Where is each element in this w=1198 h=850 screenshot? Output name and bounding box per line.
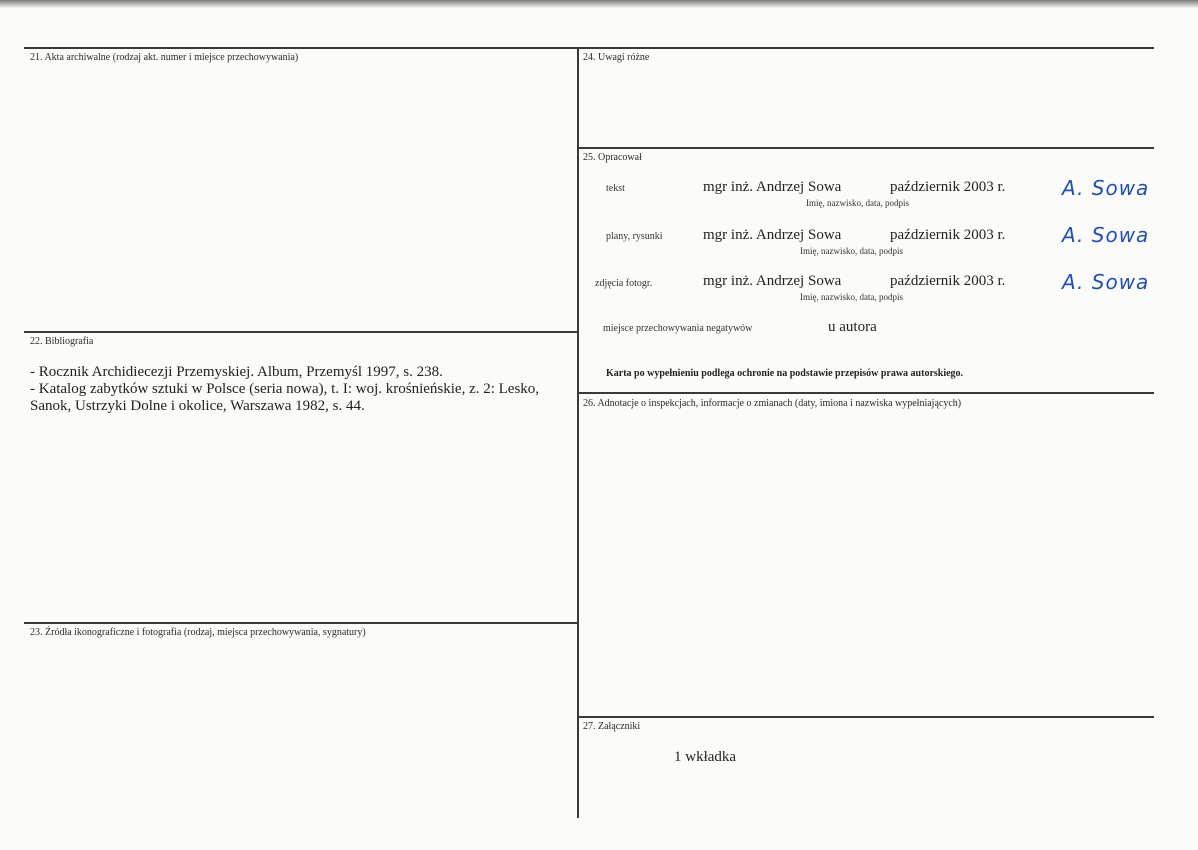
caption-text: Imię, nazwisko, data, podpis [806, 198, 909, 208]
bibliography-entry: - Katalog zabytków sztuki w Polsce (seria nowa), t. I: woj. krośnieńskie, z. 2: Lesko, Sanok, Ustrzyki Dolne i okolice, Warszawa 1982, s. 44. [30, 381, 540, 414]
signature-plans: A. Sowa [1062, 223, 1150, 247]
section-21-label: 21. Akta archiwalne (rodzaj akt. numer i miejsce przechowywania) [30, 52, 299, 63]
bibliography-entry: - Rocznik Archidiecezji Przemyskiej. Album, Przemyśl 1997, s. 238. [30, 364, 443, 380]
author-photos: mgr inż. Andrzej Sowa [703, 273, 842, 289]
scan-edge [0, 0, 1198, 8]
rule-23 [24, 622, 577, 624]
author-plans: mgr inż. Andrzej Sowa [703, 227, 842, 243]
negatives-label: miejsce przechowywania negatywów [603, 323, 753, 334]
rule-22 [24, 331, 577, 333]
attachments-value: 1 wkładka [674, 749, 737, 765]
section-26-label: 26. Adnotacje o inspekcjach, informacje o zmianach (daty, imiona i nazwiska wypełniających) [583, 398, 962, 409]
bibliography-list [30, 364, 565, 415]
role-photos: zdjęcia fotogr. [595, 278, 653, 289]
author-text: mgr inż. Andrzej Sowa [703, 179, 842, 195]
rule-27 [577, 716, 1154, 718]
copyright-note: Karta po wypełnieniu podlega ochronie na podstawie przepisów prawa autorskiego. [606, 368, 964, 379]
date-text: październik 2003 r. [890, 179, 1006, 195]
section-25-label: 25. Opracował [583, 152, 642, 163]
section-27-label: 27. Załączniki [583, 721, 641, 732]
rule-26 [577, 392, 1154, 394]
caption-plans: Imię, nazwisko, data, podpis [800, 246, 903, 256]
role-plans: plany, rysunki [606, 231, 663, 242]
center-divider [577, 47, 579, 818]
signature-text: A. Sowa [1062, 176, 1150, 200]
date-plans: październik 2003 r. [890, 227, 1006, 243]
top-rule [24, 47, 1154, 49]
role-text: tekst [606, 183, 625, 194]
caption-photos: Imię, nazwisko, data, podpis [800, 292, 903, 302]
date-photos: październik 2003 r. [890, 273, 1006, 289]
negatives-value: u autora [828, 319, 877, 335]
section-23-label: 23. Źródła ikonograficzne i fotografia (rodzaj, miejsca przechowywania, sygnatury) [30, 627, 366, 638]
rule-25 [577, 147, 1154, 149]
signature-photos: A. Sowa [1062, 270, 1150, 294]
section-24-label: 24. Uwagi różne [583, 52, 650, 63]
section-22-label: 22. Bibliografia [30, 336, 94, 347]
